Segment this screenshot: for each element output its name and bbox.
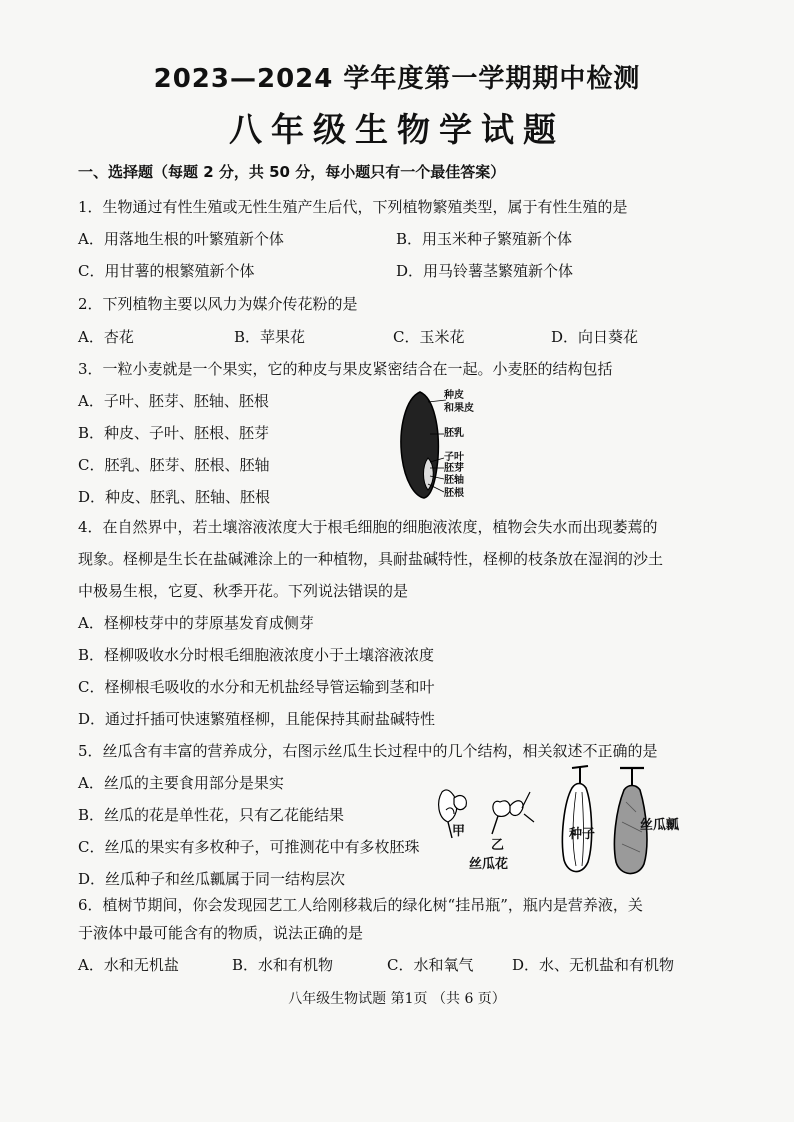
question-3-stem: 3．一粒小麦就是一个果实，它的种皮与果皮紧密结合在一起。小麦胚的结构包括 xyxy=(78,360,613,378)
question-5-option-d: D．丝瓜种子和丝瓜瓤属于同一结构层次 xyxy=(78,870,346,888)
question-2-option-a: A．杏花 xyxy=(78,328,134,346)
question-4-option-d: D．通过扦插可快速繁殖柽柳，且能保持其耐盐碱特性 xyxy=(78,710,436,728)
question-4-stem-line2: 现象。柽柳是生长在盐碱滩涂上的一种植物，具耐盐碱特性，柽柳的枝条放在湿润的沙土 xyxy=(78,550,664,568)
question-1-option-b: B．用玉米种子繁殖新个体 xyxy=(396,230,573,248)
exam-subtitle: 八年级生物学试题 xyxy=(229,110,565,149)
question-1-option-d: D．用马铃薯茎繁殖新个体 xyxy=(396,262,574,280)
question-5-option-b: B．丝瓜的花是单性花，只有乙花能结果 xyxy=(78,806,345,824)
question-4-option-c: C．柽柳根毛吸收的水分和无机盐经导管运输到茎和叶 xyxy=(78,678,435,696)
male-flower-yi xyxy=(492,792,534,834)
question-4-option-a: A．柽柳枝芽中的芽原基发育成侧芽 xyxy=(78,614,314,632)
label-yi: 乙 xyxy=(491,838,505,853)
question-1-stem: 1．生物通过有性生殖或无性生殖产生后代，下列植物繁殖类型，属于有性生殖的是 xyxy=(78,198,628,216)
question-1-option-c: C．用甘薯的根繁殖新个体 xyxy=(78,262,255,280)
question-6-option-d: D．水、无机盐和有机物 xyxy=(512,956,675,974)
exam-title: 2023—2024 学年度第一学期期中检测 xyxy=(153,64,641,94)
question-5-stem: 5．丝瓜含有丰富的营养成分，右图示丝瓜生长过程中的几个结构，相关叙述不正确的是 xyxy=(78,742,658,760)
label-luffa-flower: 丝瓜花 xyxy=(469,857,509,872)
question-4-stem-line1: 4．在自然界中，若土壤溶液浓度大于根毛细胞的细胞液浓度，植物会失水而出现萎蔫的 xyxy=(78,518,658,536)
question-3-option-d: D．种皮、胚乳、胚轴、胚根 xyxy=(78,488,271,506)
question-6-option-c: C．水和氧气 xyxy=(387,956,474,974)
wheat-grain-outline xyxy=(401,392,438,498)
question-1-option-a: A．用落地生根的叶繁殖新个体 xyxy=(78,230,284,248)
question-3-option-c: C．胚乳、胚芽、胚根、胚轴 xyxy=(78,456,270,474)
question-3-option-a: A．子叶、胚芽、胚轴、胚根 xyxy=(78,392,269,410)
question-6-stem-line2: 于液体中最可能含有的物质，说法正确的是 xyxy=(78,924,364,942)
page-footer: 八年级生物试题 第1页 （共 6 页） xyxy=(288,991,506,1007)
label-seed: 种子 xyxy=(569,827,596,842)
luffa-fruit xyxy=(562,766,591,872)
question-5-option-a: A．丝瓜的主要食用部分是果实 xyxy=(78,774,284,792)
label-seedcoat: 种皮 xyxy=(444,390,464,401)
label-luffa-sponge: 丝瓜瓤 xyxy=(640,818,680,833)
label-plumule: 胚芽 xyxy=(444,463,464,474)
label-cotyledon: 子叶 xyxy=(444,452,464,463)
question-2-option-c: C．玉米花 xyxy=(393,328,465,346)
question-3-option-b: B．种皮、子叶、胚根、胚芽 xyxy=(78,424,270,442)
question-2-stem: 2．下列植物主要以风力为媒介传花粉的是 xyxy=(78,295,358,313)
question-6-option-a: A．水和无机盐 xyxy=(78,956,179,974)
question-2-option-b: B．苹果花 xyxy=(234,328,306,346)
label-endosperm: 胚乳 xyxy=(444,428,464,439)
label-radicle: 胚根 xyxy=(444,488,464,499)
label-hypocotyl: 胚轴 xyxy=(444,475,464,486)
question-2-option-d: D．向日葵花 xyxy=(551,328,639,346)
question-6-stem-line1: 6．植树节期间，你会发现园艺工人给刚移栽后的绿化树“挂吊瓶”，瓶内是营养液，关 xyxy=(78,896,643,914)
label-jia: 甲 xyxy=(452,824,466,839)
question-4-option-b: B．柽柳吸收水分时根毛细胞液浓度小于土壤溶液浓度 xyxy=(78,646,435,664)
question-5-option-c: C．丝瓜的果实有多枚种子，可推测花中有多枚胚珠 xyxy=(78,838,420,856)
label-pericarp: 和果皮 xyxy=(444,403,474,414)
section-heading: 一、选择题（每题 2 分，共 50 分，每小题只有一个最佳答案） xyxy=(78,163,506,181)
question-6-option-b: B．水和有机物 xyxy=(232,956,334,974)
question-4-stem-line3: 中极易生根，它夏、秋季开花。下列说法错误的是 xyxy=(78,582,409,600)
